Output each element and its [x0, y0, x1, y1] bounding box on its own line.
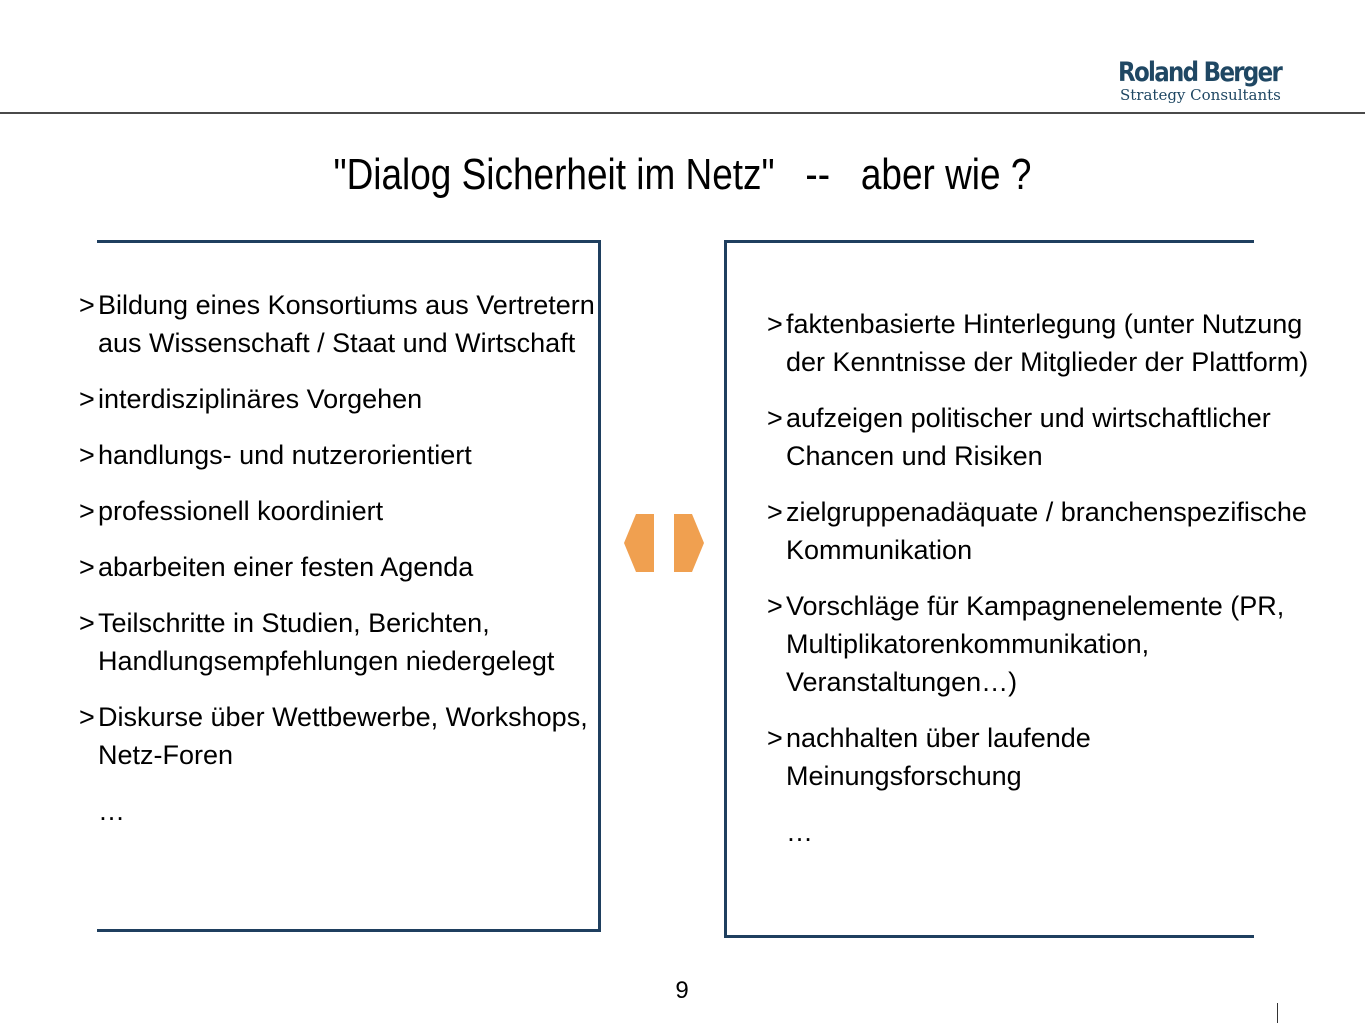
- left-arrow-icon: [624, 514, 654, 572]
- list-item: > Vorschläge für Kampagnenelemente (PR, Multiplikatorenkommunikation, Veranstaltungen…): [770, 587, 1330, 701]
- right-list-ellipsis: …: [786, 817, 813, 847]
- list-item: > zielgruppenadäquate / branchenspezifische Kommunikation: [770, 493, 1330, 569]
- right-bullet-list: [770, 305, 1330, 851]
- right-box-top-border: [724, 240, 1254, 243]
- logo-tagline: Strategy Consultants: [1120, 86, 1281, 104]
- right-box-bottom-border: [724, 935, 1254, 938]
- left-list-ellipsis: …: [98, 796, 125, 826]
- header-divider: [0, 112, 1365, 114]
- company-logo: [1118, 58, 1288, 103]
- list-item: > Diskurse über Wettbewerbe, Workshops, Netz-Foren: [82, 698, 602, 774]
- list-item: > interdisziplinäres Vorgehen: [82, 380, 602, 418]
- page-title: "Dialog Sicherheit im Netz" -- aber wie ?: [333, 150, 1032, 199]
- list-item: > handlungs- und nutzerorientiert: [82, 436, 602, 474]
- right-arrow-icon: [674, 514, 704, 572]
- left-box-top-border: [97, 240, 601, 243]
- page-number: 9: [675, 977, 689, 1004]
- list-item: > Bildung eines Konsortiums aus Vertretern aus Wissenschaft / Staat und Wirtschaft: [82, 286, 602, 362]
- logo-name: Roland Berger: [1118, 57, 1282, 88]
- left-box-bottom-border: [97, 929, 601, 932]
- list-item: > aufzeigen politischer und wirtschaftlicher Chancen und Risiken: [770, 399, 1330, 475]
- left-bullet-list: [82, 286, 602, 830]
- list-item: > abarbeiten einer festen Agenda: [82, 548, 602, 586]
- footer-divider: [1277, 1003, 1278, 1023]
- list-item: > Teilschritte in Studien, Berichten, Handlungsempfehlungen niedergelegt: [82, 604, 602, 680]
- list-item: > faktenbasierte Hinterlegung (unter Nutzung der Kenntnisse der Mitglieder der Plattform): [770, 305, 1330, 381]
- right-box-left-border: [724, 240, 727, 938]
- list-item: > nachhalten über laufende Meinungsforschung: [770, 719, 1330, 795]
- list-item: > professionell koordiniert: [82, 492, 602, 530]
